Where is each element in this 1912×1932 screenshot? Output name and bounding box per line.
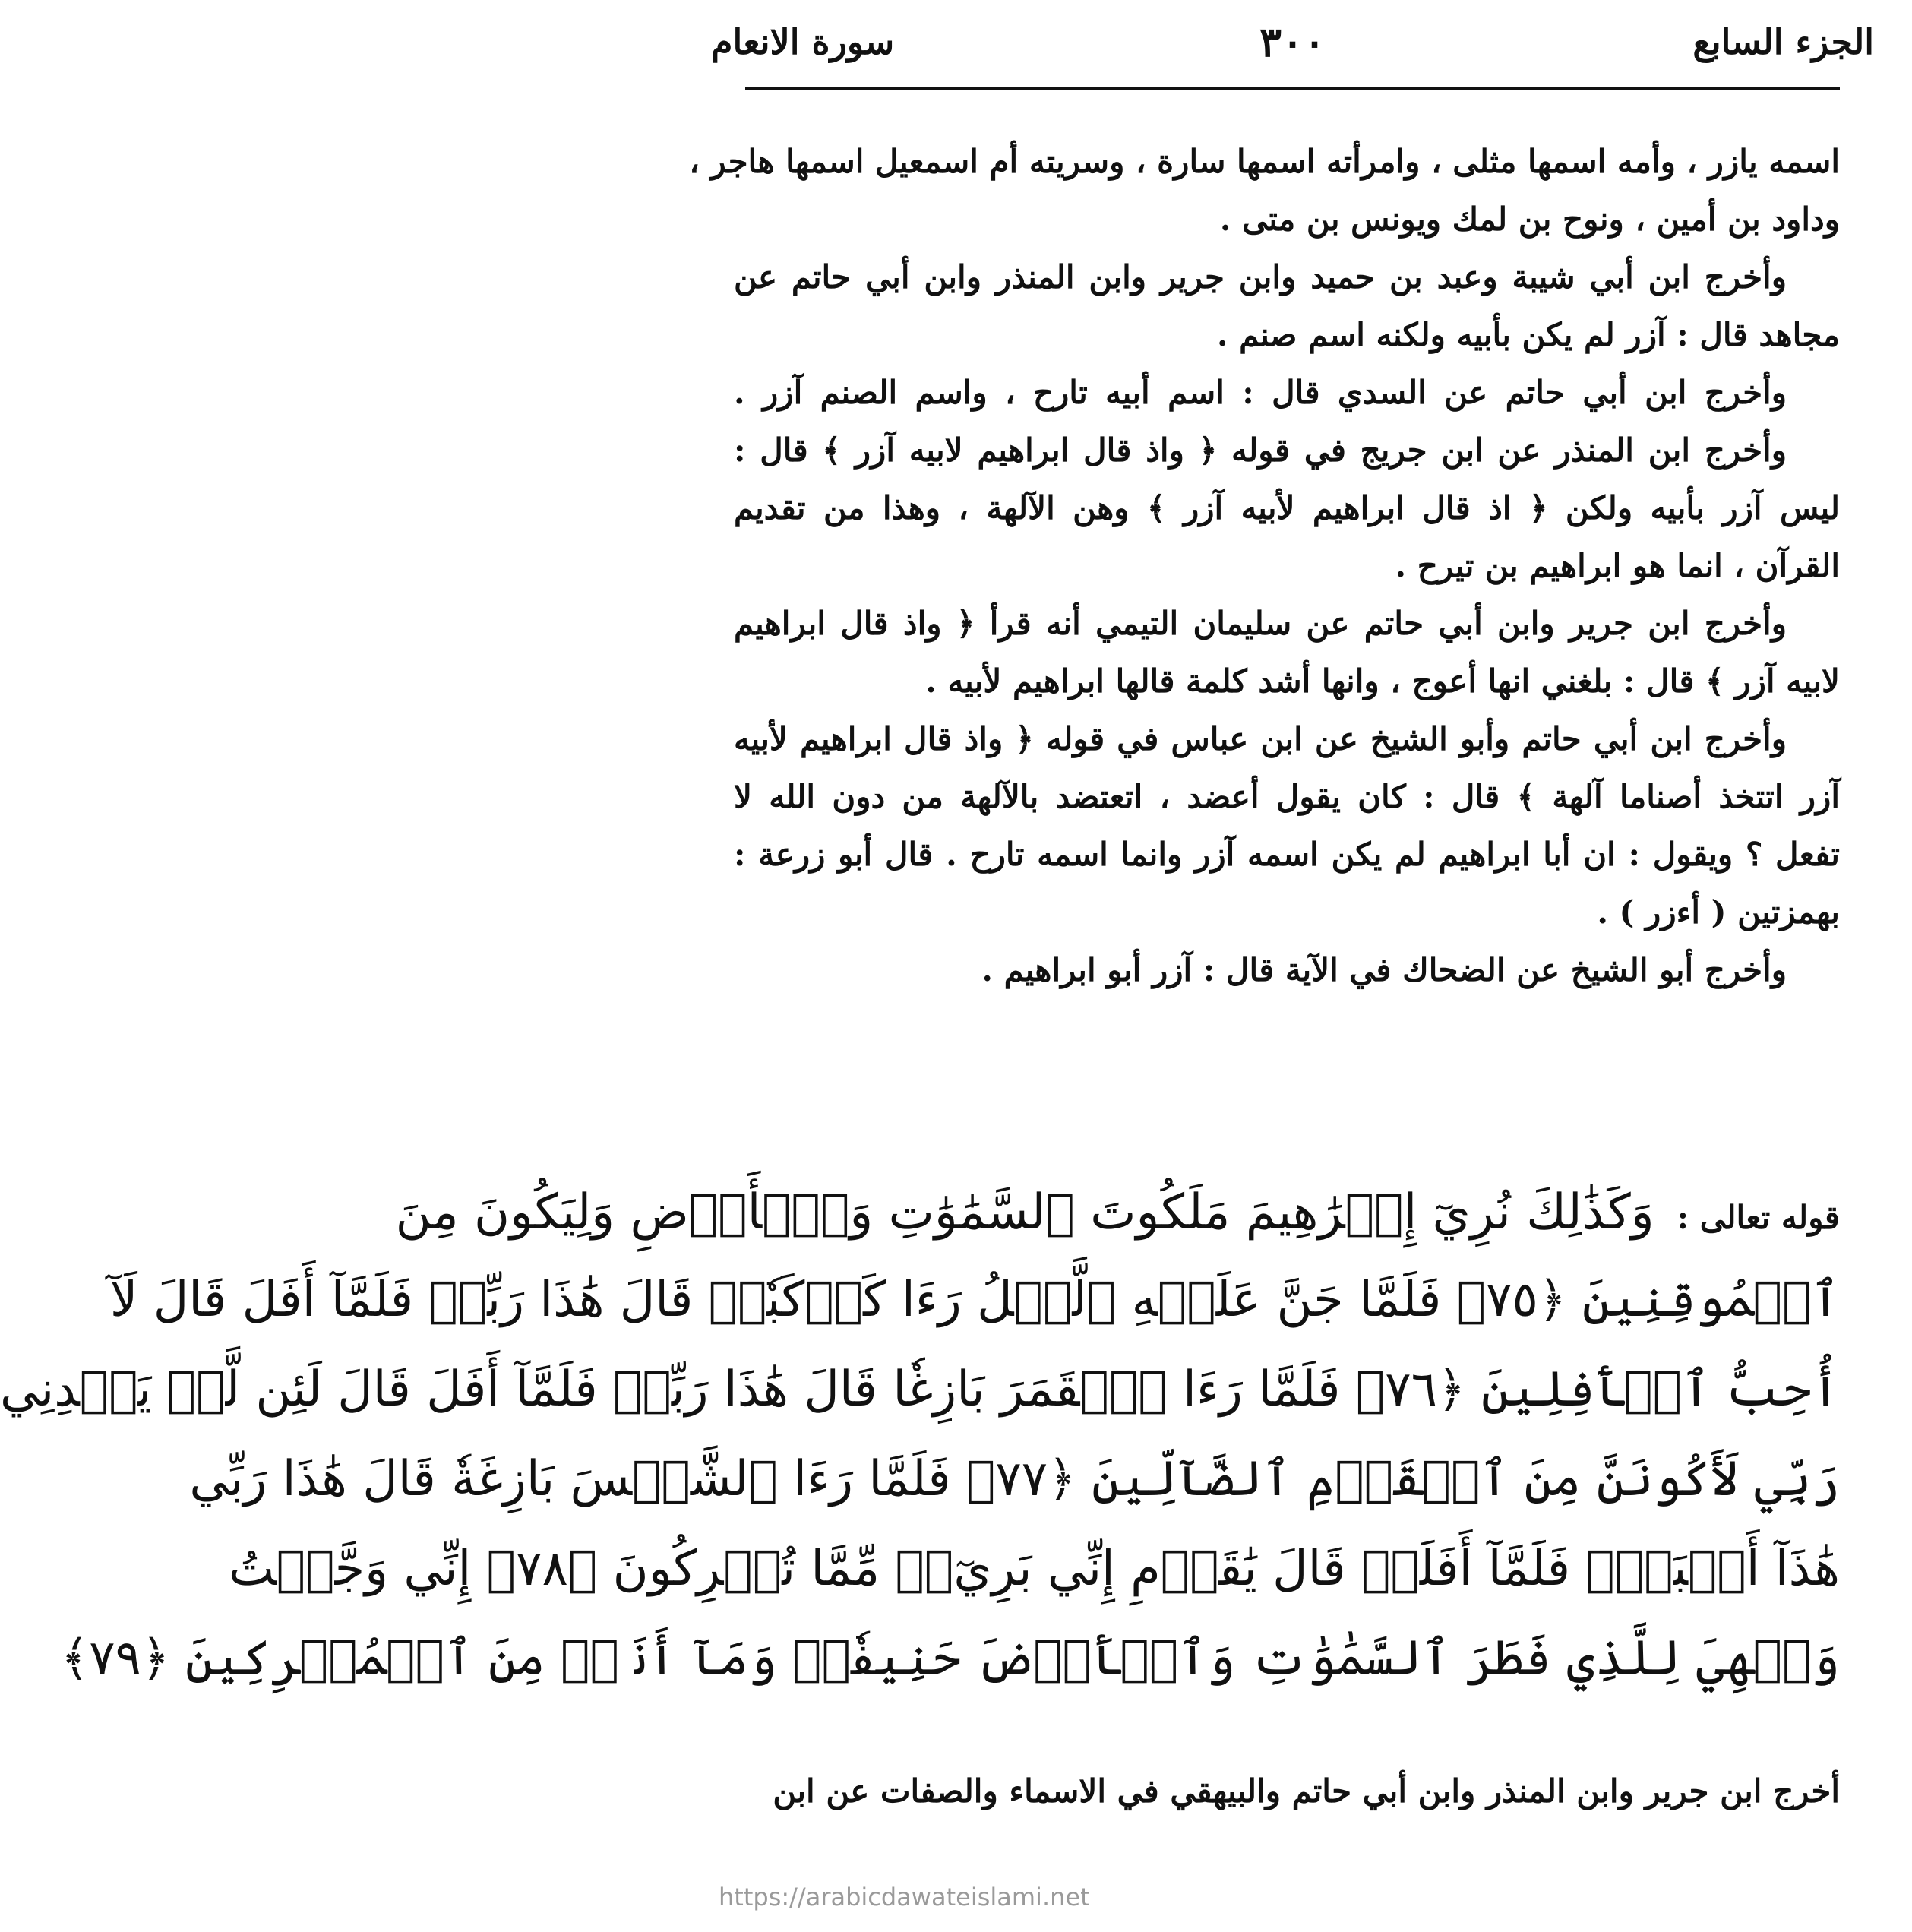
text-line: القرآن ، انما هو ابراهيم بن تيرح . <box>1395 547 1840 584</box>
running-head <box>711 15 1874 68</box>
part-title: الجزء السابع <box>1692 21 1874 62</box>
text-line: وأخرج ابن أبي حاتم عن السدي قال : اسم أبيه تارح ، واسم الصنم آزر . <box>734 374 1787 411</box>
text-line: بهمزتين ( أءزر ) . <box>1597 893 1840 931</box>
verse-line: هَٰذَآ أَكۡبَرُۖ فَلَمَّآ أَفَلَتۡ قَالَ يَٰقَوۡمِ إِنِّي بَرِيٓءٞ مِّمَّا تُشۡرِكُونَ ﴿٧٨﴾ إِنِّي وَجَّهۡتُ <box>228 1541 1840 1597</box>
verse-line: رَبِّي لَأَكُونَنَّ مِنَ ٱلۡقَوۡمِ ٱلضَّآلِّينَ ﴿٧٧﴾ فَلَمَّا رَءَا ٱلشَّمۡسَ بَازِغَةٗ قَالَ هَٰذَا رَبِّي <box>189 1451 1840 1507</box>
verse-line: ٱلۡمُوقِنِينَ ﴿٧٥﴾ فَلَمَّا جَنَّ عَلَيۡهِ ٱلَّيۡلُ رَءَا كَوۡكَبٗاۖ قَالَ هَٰذَا رَبِّيۖ فَلَمَّآ أَفَلَ قَالَ لَآ <box>109 1272 1840 1328</box>
text-line: تفعل ؟ ويقول : ان أبا ابراهيم لم يكن اسمه آزر وانما اسمه تارح . قال أبو زرعة : <box>734 836 1840 873</box>
text-line: اسمه يازر ، وأمه اسمها مثلى ، وامرأته اسمها سارة ، وسريته أم اسمعيل اسمها هاجر ، <box>689 143 1840 180</box>
header-rule <box>745 87 1840 90</box>
surah-title: سورة الانعام <box>711 21 895 62</box>
text-line: وأخرج ابن المنذر عن ابن جريج في قوله ﴿ واذ قال ابراهيم لابيه آزر ﴾ قال : <box>734 432 1787 469</box>
quran-verse-block <box>0 1170 1840 1703</box>
source-watermark: https://arabicdawateislami.net <box>719 1883 1090 1911</box>
text-line: وأخرج أبو الشيخ عن الضحاك في الآية قال : آزر أبو ابراهيم . <box>981 951 1787 988</box>
text-line: لابيه آزر ﴾ قال : بلغني انها أعوج ، وانها أشد كلمة قالها ابراهيم لأبيه . <box>925 662 1840 700</box>
text-line: وأخرج ابن أبي شيبة وعبد بن حميد وابن جرير وابن المنذر وابن أبي حاتم عن <box>734 258 1787 296</box>
verse-line: وَكَذَٰلِكَ نُرِيٓ إِبۡرَٰهِيمَ مَلَكُوتَ ٱلسَّمَٰوَٰتِ وَٱلۡأَرۡضِ وَلِيَكُونَ مِنَ <box>395 1184 1654 1241</box>
commentary-text <box>689 133 1840 999</box>
closing-text-line: أخرج ابن جرير وابن المنذر وابن أبي حاتم والبيهقي في الاسماء والصفات عن ابن <box>773 1772 1840 1810</box>
verse-line: أُحِبُّ ٱلۡأٓفِلِينَ ﴿٧٦﴾ فَلَمَّا رَءَا ٱلۡقَمَرَ بَازِغٗا قَالَ هَٰذَا رَبِّيۖ فَلَمَّآ أَفَلَ قَالَ لَئِن لَّمۡ يَهۡدِنِي <box>0 1361 1840 1418</box>
verse-first-line <box>395 1170 1840 1255</box>
text-line: وأخرج ابن جرير وابن أبي حاتم عن سليمان التيمي أنه قرأ ﴿ واذ قال ابراهيم <box>734 605 1787 642</box>
verse-line: وَجۡهِيَ لِلَّذِي فَطَرَ ٱلسَّمَٰوَٰتِ وَٱلۡأَرۡضَ حَنِيفٗاۖ وَمَآ أَنَا۠ مِنَ ٱلۡمُشۡرِكِينَ ﴿٧٩﴾ <box>60 1630 1840 1687</box>
verse-intro: قوله تعالى : <box>1677 1199 1840 1236</box>
text-line: آزر اتتخذ أصناما آلهة ﴾ قال : كان يقول أعضد ، اتعتضد بالآلهة من دون الله لا <box>734 778 1840 815</box>
text-line: وداود بن أمين ، ونوح بن لمك ويونس بن متى . <box>1219 201 1840 238</box>
page-number: ٣٠٠ <box>1259 17 1326 66</box>
text-line: وأخرج ابن أبي حاتم وأبو الشيخ عن ابن عباس في قوله ﴿ واذ قال ابراهيم لأبيه <box>734 720 1787 757</box>
text-line: ليس آزر بأبيه ولكن ﴿ اذ قال ابراهيم لأبيه آزر ﴾ وهن الآلهة ، وهذا من تقديم <box>734 489 1840 526</box>
text-line: مجاهد قال : آزر لم يكن بأبيه ولكنه اسم صنم . <box>1216 316 1840 353</box>
